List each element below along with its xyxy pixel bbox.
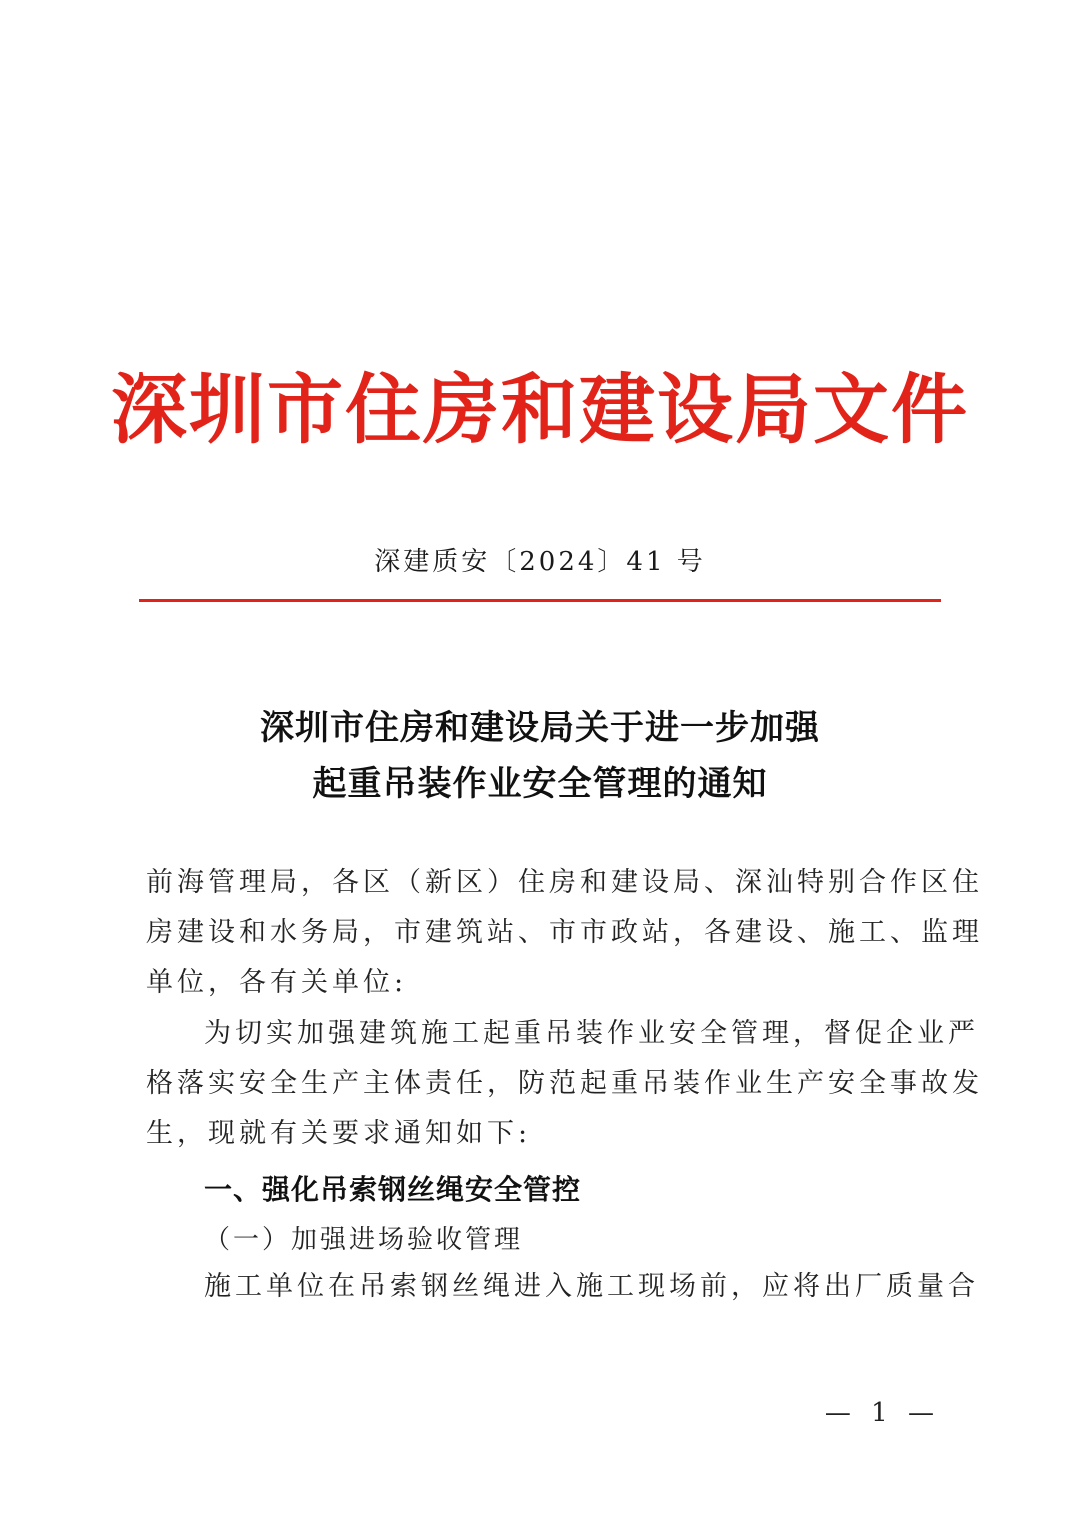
section-heading: 一、强化吊索钢丝绳安全管控 [204, 1173, 582, 1206]
intro-paragraph [146, 1009, 983, 1159]
intro-line: 为切实加强建筑施工起重吊装作业安全管理，督促企业严 [204, 1018, 979, 1049]
issuer-header: 深圳市住房和建设局文件 [111, 365, 969, 454]
document-title [0, 700, 1080, 812]
title-line-1: 深圳市住房和建设局关于进一步加强 [260, 708, 820, 748]
body-paragraph: 施工单位在吊索钢丝绳进入施工现场前，应将出厂质量合 [204, 1271, 979, 1302]
subsection-heading: （一）加强进场验收管理 [204, 1225, 524, 1255]
recipients-paragraph [146, 858, 983, 1008]
page-number: — 1 — [824, 1398, 940, 1428]
intro-line: 生，现就有关要求通知如下: [146, 1118, 532, 1149]
recipients-line: 前海管理局，各区（新区）住房和建设局、深汕特别合作区住 [146, 867, 983, 898]
title-line-2: 起重吊装作业安全管理的通知 [312, 764, 768, 804]
red-divider-line [139, 599, 941, 602]
document-number: 深建质安〔2024〕41 号 [374, 547, 706, 577]
recipients-line: 单位，各有关单位: [146, 967, 408, 998]
intro-line: 格落实安全生产主体责任，防范起重吊装作业生产安全事故发 [146, 1068, 983, 1099]
recipients-line: 房建设和水务局，市建筑站、市市政站，各建设、施工、监理 [146, 917, 983, 948]
